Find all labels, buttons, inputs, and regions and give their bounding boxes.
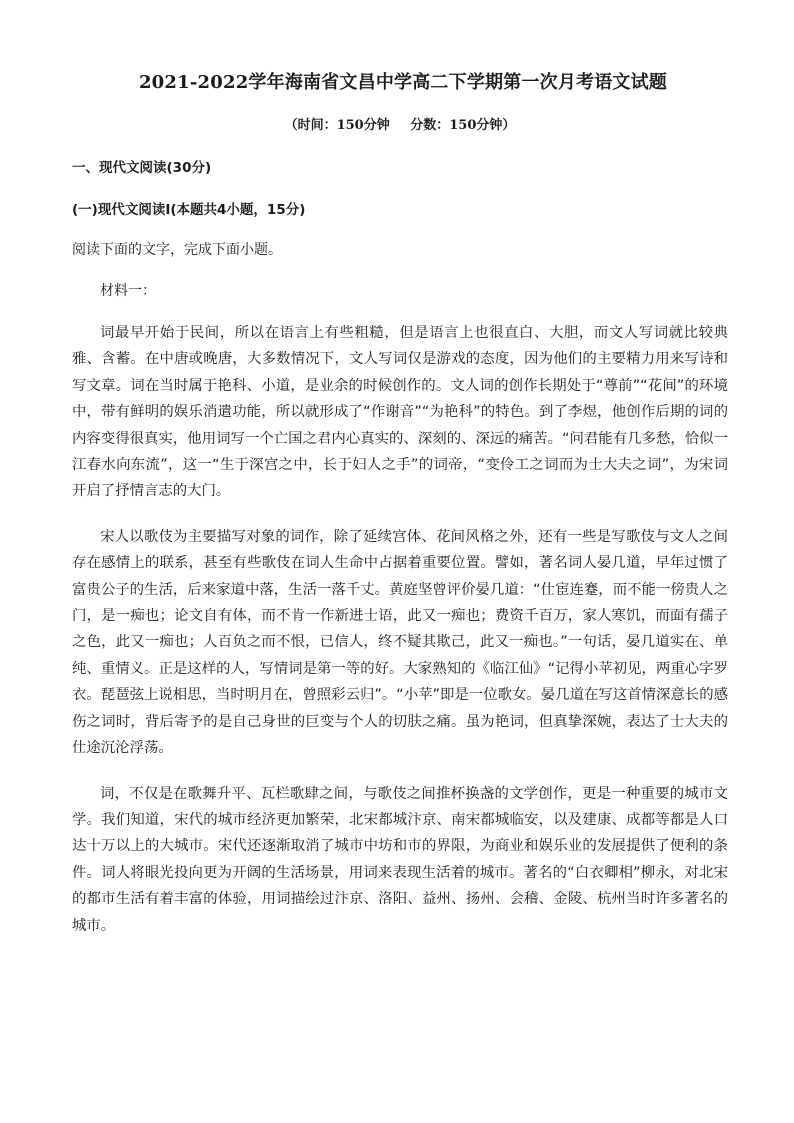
section-heading: 一、现代文阅读(30分) bbox=[72, 160, 212, 176]
subsection-heading: (一)现代文阅读Ⅰ(本题共4小题，15分) bbox=[72, 202, 306, 218]
page-title: 2021-2022学年海南省文昌中学高二下学期第一次月考语文试题 bbox=[138, 72, 668, 93]
material-label: 材料一： bbox=[100, 283, 156, 299]
paragraph: 词，不仅是在歌舞升平、瓦栏歌肆之间，与歌伎之间推杯换盏的文学创作，更是一种重要的城市文学。我们知道，宋代的城市经济更加繁荣，北宋都城汴京、南宋都城临安，以及建康、成都等都是人口达十万以上的大城市。宋代还逐渐取消了城市中坊和市的界限，为商业和娱乐业的发展提供了便利的条件。词人将眼光投向更为开阔的生活场景，用词来表现生活着的城市。著名的“白衣卿相”柳永，对北宋的都市生活有着丰富的体验，用词描绘过汴京、洛阳、益州、扬州、会稽、金陵、杭州当时许多著名的城市。 bbox=[72, 785, 728, 934]
paragraph: 宋人以歌伎为主要描写对象的词作，除了延续宫体、花间风格之外，还有一些是写歌伎与文人之间存在感情上的联系，甚至有些歌伎在词人生命中占据着重要位置。譬如，著名词人晏几道，早年过惯了富贵公子的生活，后来家道中落，生活一落千丈。黄庭坚曾评价晏几道：“仕宦连蹇，而不能一傍贵人之门，是一痴也；论文自有体，而不肯一作新进士语，此又一痴也；费资千百万，家人寒饥，而面有孺子之色，此又一痴也；人百负之而不恨，已信人，终不疑其欺己，此又一痴也。”一句话，晏几道实在、单纯、重情义。正是这样的人，写情词是第一等的好。大家熟知的《临江仙》“记得小苹初见，两重心字罗衣。琵琶弦上说相思，当时明月在，曾照彩云归”。“小苹”即是一位歌女。晏几道在写这首情深意长的感伤之词时，背后寄予的是自己身世的巨变与个人的切肤之痛。虽为艳词，但真挚深婉，表达了士大夫的仕途沉沦浮荡。 bbox=[72, 528, 728, 757]
exam-info: （时间：150分钟 分数：150分钟） bbox=[284, 118, 516, 133]
reading-instruction: 阅读下面的文字，完成下面小题。 bbox=[72, 242, 282, 258]
paragraph: 词最早开始于民间，所以在语言上有些粗糙，但是语言上也很直白、大胆，而文人写词就比较典雅、含蓄。在中唐或晚唐，大多数情况下，文人写词仅是游戏的态度，因为他们的主要精力用来写诗和写文章。词在当时属于艳科、小道，是业余的时候创作的。文人词的创作长期处于“尊前”“花间”的环境中，带有鲜明的娱乐消遣功能，所以就形成了“作谢音”“为艳科”的特色。到了李煜，他创作后期的词的内容变得很真实，他用词写一个亡国之君内心真实的、深刻的、深远的痛苦。“问君能有几多愁，恰似一江春水向东流”，这一“生于深宫之中，长于妇人之手”的词帝，“变伶工之词而为士大夫之词”，为宋词开启了抒情言志的大门。 bbox=[72, 325, 728, 500]
